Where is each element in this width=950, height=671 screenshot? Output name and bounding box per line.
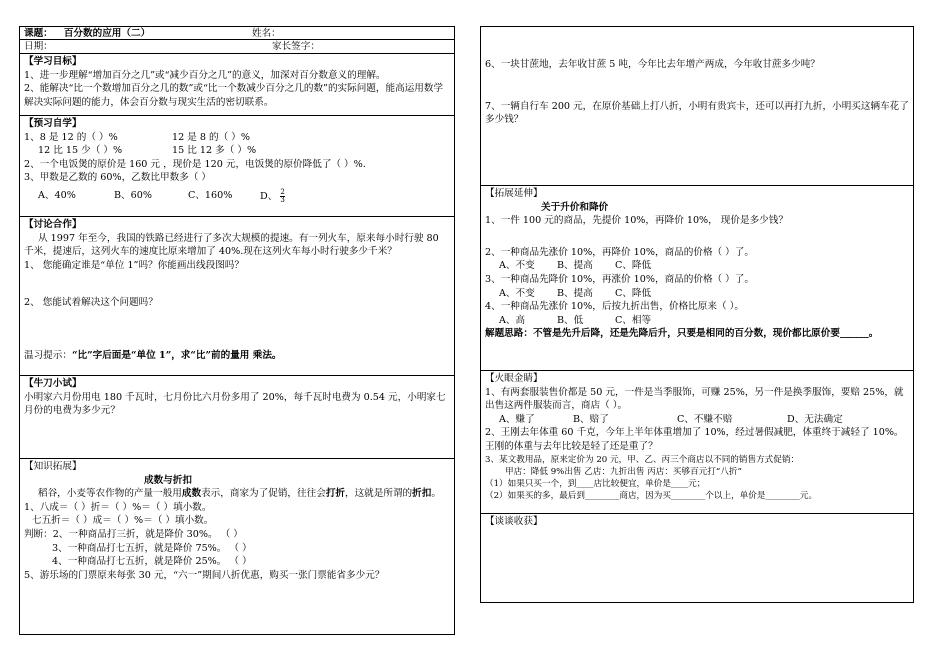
option-b: B、赔了 xyxy=(573,413,609,425)
intro-text: 稻谷，小麦等农作物的产量一般用 xyxy=(38,488,182,500)
discuss-question-1: 1、 您能确定谁是“单位 1”吗？你能画出线段图吗？ xyxy=(24,259,244,271)
preview-row-2 xyxy=(24,144,450,158)
shops-line: 甲店：降低 9%出售 乙店：九折出售 丙店：买够百元打“八折” xyxy=(505,466,742,477)
option-b: B、提高 xyxy=(557,287,593,299)
intro-text: 表示，商家为了促销，往往会 xyxy=(201,488,326,500)
header-row-1 xyxy=(20,27,454,40)
option-d: D、无法确定 xyxy=(787,413,843,425)
topic-label: 课题： xyxy=(24,28,53,39)
eyes-section xyxy=(481,371,913,514)
eyes-question-2: 2、王刚去年体重 60 千克，今年上半年体重增加了 10%，经过暑假减肥，体重终于减轻了 10%。王刚的体重与去年比较是轻了还是重了？ xyxy=(485,427,904,453)
preview-options xyxy=(24,189,450,204)
intro-bold: 折扣 xyxy=(412,488,432,500)
goals-section xyxy=(20,54,454,116)
goals-title: 【学习目标】 xyxy=(24,56,82,67)
option-c: C、降低 xyxy=(615,287,652,299)
preview-item: 12 比 15 少（ ）% xyxy=(38,145,123,157)
eyes-question-3-1: （1）如果只买一个，到____店比较便宜，单价是____元； xyxy=(485,479,706,490)
goal-item: 2、能解决“比一个数增加百分之几的数”或“比一个数减少百分之几的数”的实际问题，能高运用数学解决实际问题的能力，体会百分数与现实生活的密切联系。 xyxy=(24,83,444,108)
left-worksheet xyxy=(19,26,455,635)
knowledge-subtitle: 成数与折扣 xyxy=(144,474,192,486)
option-a: A、40% xyxy=(38,190,76,202)
fraction-numerator: 2 xyxy=(280,188,285,197)
option-c: C、降低 xyxy=(615,260,652,272)
knowledge-title: 【知识拓展】 xyxy=(24,461,82,472)
preview-title: 【预习自学】 xyxy=(24,118,82,129)
discuss-question-2: 2、 您能试着解决这个问题吗？ xyxy=(24,297,158,309)
fraction-denominator: 3 xyxy=(280,196,285,205)
option-b: B、低 xyxy=(557,314,584,326)
preview-item: 15 比 12 多（ ）% xyxy=(172,145,257,157)
eyes-question-1: 1、有两套服装售价都是 50 元，一件是当季服饰，可赚 25%，另一件是换季服饰，要赔 25%，就出售这两件服装而言，商店（ ）。 xyxy=(485,386,904,412)
knowledge-question-5: 5、游乐场的门票原来每张 30 元，“六一”期间八折优惠，购买一张门票能省多少元？ xyxy=(24,569,385,581)
right-worksheet xyxy=(480,26,914,603)
eyes-title: 【火眼金睛】 xyxy=(485,373,543,384)
extend-question-3: 3、一种商品先降价 10%，再涨价 10%，商品的价格（ ）了。 xyxy=(485,274,754,286)
extend-subtitle: 关于升价和降价 xyxy=(541,201,609,213)
talk-section xyxy=(481,514,913,600)
preview-item: 12 是 8 的（ ）% xyxy=(172,131,251,143)
question-7: 7、一辆自行车 200 元，在原价基础上打八折，小明有贵宾卡，还可以再打九折，小明买这辆车花了多少钱？ xyxy=(485,100,909,126)
extend-question-2: 2、一种商品先涨价 10%，再降价 10%，商品的价格（ ）了。 xyxy=(485,246,754,258)
extend-question-4: 4、一种商品先涨价 10%，后按九折出售，价格比原来（ ）。 xyxy=(485,301,744,313)
option-a: A、赚了 xyxy=(499,413,535,425)
preview-item: 3、甲数是乙数的 60%，乙数比甲数多（ ） xyxy=(24,172,212,184)
judge-line-3: 4、一种商品打七五折，就是降价 25%。 （ ） xyxy=(52,556,252,568)
judge-line-1: 判断：2、一种商品打三折，就是降价 30%。 （ ） xyxy=(24,529,243,541)
header-row-2 xyxy=(20,40,454,54)
fill-line-2: 七五折＝（ ）成＝（ ）%＝（ ）填小数。 xyxy=(32,515,214,527)
eyes-question-3: 3、某文教用品，原来定价为 20 元，甲、乙、丙三个商店以不同的销售方式促销： xyxy=(485,454,800,465)
option-b: B、提高 xyxy=(557,260,593,272)
eyes-question-3-2: （2）如果买的多，最后到________商店，因为买________个以上，单价是________元。 xyxy=(485,491,818,502)
extend-section xyxy=(481,186,913,371)
parent-sign-label: 家长签字： xyxy=(272,41,320,52)
trial-section xyxy=(20,376,454,459)
discuss-title: 【讨论合作】 xyxy=(24,219,82,230)
extend-title: 【拓展延伸】 xyxy=(485,188,543,199)
fill-line-1: 1、八成＝（ ）折＝（ ）%＝（ ）填小数。 xyxy=(24,501,212,513)
discuss-text: 从 1997 年至今，我国的铁路已经进行了多次大规模的提速。有一列火车，原来每小时行驶 80 千米，提速后，这列火车的速度比原来增加了 40%.现在这列火车每小时行驶多少千米？ xyxy=(24,232,439,258)
option-a: A、高 xyxy=(499,314,526,326)
extend-q3-options xyxy=(485,287,909,301)
questions-section xyxy=(481,27,913,186)
page-title: 百分数的应用（二） xyxy=(63,28,151,39)
knowledge-intro xyxy=(24,487,450,501)
preview-item: 1、8 是 12 的（ ）% xyxy=(24,131,118,143)
discuss-section xyxy=(20,217,454,376)
tip-text: “比”字后面是“单位 1”，求“比”前的量用 乘法。 xyxy=(71,350,282,361)
option-d-label: D、 xyxy=(260,191,278,203)
name-label: 姓名： xyxy=(252,28,281,39)
fraction xyxy=(280,189,284,204)
trial-text: 小明家六月份用电 180 千瓦时，七月份比六月份多用了 20%，每千瓦时电费为 0.54 元，小明家七月份的电费为多少元？ xyxy=(24,391,446,417)
option-c: C、相等 xyxy=(615,314,652,326)
knowledge-section xyxy=(20,459,454,617)
intro-text: 。 xyxy=(431,488,441,500)
option-d xyxy=(260,189,285,204)
trial-title: 【牛刀小试】 xyxy=(24,378,82,389)
preview-section xyxy=(20,116,454,217)
extend-q2-options xyxy=(485,259,909,273)
preview-item: 2、一个电饭煲的原价是 160 元 ，现价是 120 元，电饭煲的原价降低了（ ）%. xyxy=(24,158,366,170)
question-6: 6、一块甘蔗地，去年收甘蔗 5 吨，今年比去年增产两成，今年收甘蔗多少吨？ xyxy=(485,59,820,70)
goal-item: 1、进一步理解“增加百分之几”或“减少百分之几”的意义，加深对百分数意义的理解。 xyxy=(24,69,386,81)
extend-q4-options xyxy=(485,314,909,328)
extend-hint: 解题思路：不管是先升后降，还是先降后升，只要是相同的百分数，现价都比原价要______。 xyxy=(485,328,879,340)
intro-bold: 打折 xyxy=(325,488,345,500)
option-c: C、160% xyxy=(188,190,233,202)
option-a: A、不变 xyxy=(499,260,535,272)
date-label: 日期： xyxy=(24,41,53,52)
tip-line xyxy=(24,349,282,363)
intro-bold: 成数 xyxy=(181,488,202,500)
tip-prefix: 温习提示： xyxy=(24,350,72,361)
preview-row-1 xyxy=(24,131,450,145)
option-a: A、不变 xyxy=(499,287,535,299)
option-c: C、不赚不赔 xyxy=(677,413,733,425)
eyes-q1-options xyxy=(485,413,909,427)
extend-question-1: 1、一件 100 元的商品，先提价 10%，再降价 10%， 现价是多少钱？ xyxy=(485,215,788,227)
intro-text: ，这就是所谓的 xyxy=(345,488,413,500)
judge-line-2: 3、一种商品打七五折，就是降价 75%。 （ ） xyxy=(52,542,252,554)
talk-title: 【谈谈收获】 xyxy=(485,516,543,527)
option-b: B、60% xyxy=(114,190,152,202)
